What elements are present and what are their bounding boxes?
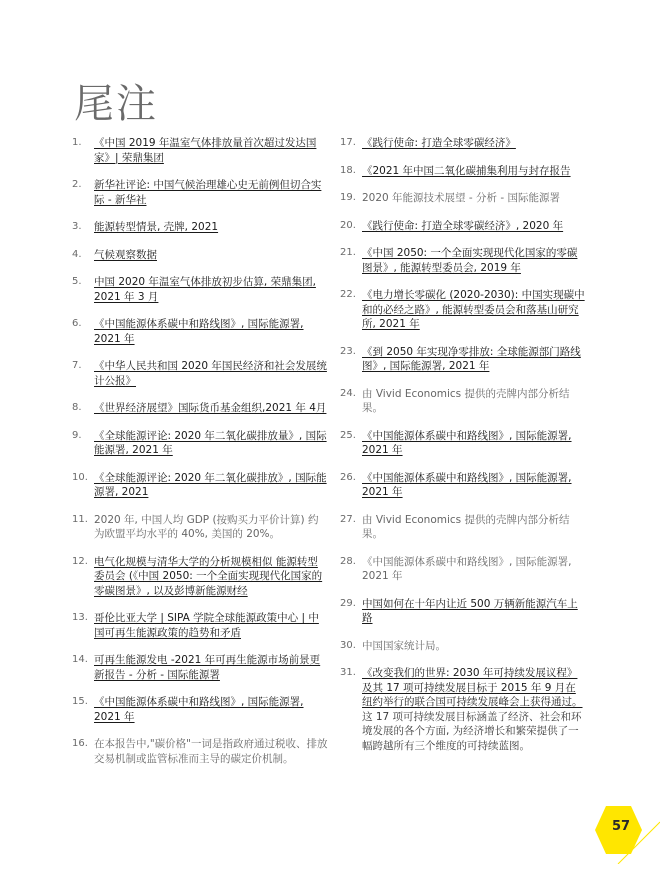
endnotes-left-column: [72, 136, 328, 779]
endnote-link[interactable]: 《中国能源体系碳中和路线图》, 国际能源署, 2021 年: [362, 471, 572, 498]
endnote-link[interactable]: 《世界经济展望》国际货币基金组织,2021 年 4月: [94, 402, 327, 414]
endnote-27: [340, 513, 585, 542]
endnote-link[interactable]: 中国 2020 年温室气体排放初步估算, 荣鼎集团, 2021 年 3 月: [94, 276, 316, 303]
endnote-number: 30.: [340, 639, 356, 651]
page-title: 尾注: [74, 81, 158, 127]
endnote-number: 26.: [340, 471, 356, 483]
endnote-10: [72, 471, 328, 500]
endnote-text: 在本报告中,"碳价格"一词是指政府通过税收、排放交易机制或监管标准而主导的碳定价机制。: [94, 738, 328, 765]
endnote-number: 4.: [72, 248, 82, 260]
endnote-16: [72, 737, 328, 766]
endnote-3: [72, 220, 328, 235]
endnote-30: [340, 639, 585, 654]
endnote-26: [340, 471, 585, 500]
endnote-6: [72, 317, 328, 346]
endnote-link[interactable]: 《中国能源体系碳中和路线图》, 国际能源署, 2021 年: [94, 696, 304, 723]
endnote-number: 8.: [72, 402, 82, 413]
endnote-number: 3.: [72, 221, 82, 232]
endnote-21: [340, 246, 585, 275]
endnote-link[interactable]: 新华社评论: 中国气候治理雄心史无前例但切合实际 - 新华社: [94, 179, 322, 206]
endnote-number: 13.: [72, 612, 88, 623]
endnote-number: 19.: [340, 192, 356, 203]
endnote-9: [72, 429, 328, 458]
endnote-25: [340, 429, 585, 458]
endnote-number: 22.: [340, 289, 356, 300]
endnote-4: [72, 248, 328, 263]
endnote-20: [340, 219, 585, 234]
endnote-number: 28.: [340, 555, 356, 567]
endnote-link[interactable]: 《全球能源评论: 2020 年二氧化碳排放》, 国际能源署, 2021: [94, 471, 327, 498]
endnote-5: [72, 275, 328, 304]
endnote-link[interactable]: 《中华人民共和国 2020 年国民经济和社会发展统计公报》: [94, 360, 327, 387]
endnote-text: 《中国能源体系碳中和路线图》, 国际能源署, 2021 年: [362, 555, 572, 582]
endnote-22: [340, 288, 585, 332]
endnote-link[interactable]: 能源转型情景, 壳牌, 2021: [94, 221, 219, 233]
endnote-number: 11.: [72, 513, 88, 525]
endnote-link[interactable]: 《践行使命: 打造全球零碳经济》: [362, 137, 516, 149]
endnote-17: [340, 136, 585, 151]
endnote-number: 31.: [340, 667, 356, 678]
endnote-text: 2020 年能源技术展望 - 分析 - 国际能源署: [362, 192, 560, 204]
endnote-text: 这 17 项可持续发展目标涵盖了经济、社会和环境发展的各个方面, 为经济增长和繁荣提供了一幅跨越所有三个维度的可持续蓝图。: [362, 710, 582, 752]
endnote-19: [340, 191, 585, 206]
endnote-link[interactable]: 《电力增长零碳化 (2020-2030): 中国实现碳中和的必经之路》, 能源转型委员会和落基山研究所, 2021 年: [362, 289, 585, 330]
endnote-number: 12.: [72, 555, 88, 567]
endnote-link[interactable]: 《2021 年中国二氧化碳捕集利用与封存报告: [362, 164, 571, 177]
endnote-number: 16.: [72, 738, 88, 749]
endnote-7: [72, 359, 328, 388]
endnote-number: 29.: [340, 597, 356, 609]
endnote-number: 1.: [72, 137, 82, 148]
endnote-text: 2020 年, 中国人均 GDP (按购买力平价计算) 约为欧盟平均水平的 40%, 美国的 20%。: [94, 513, 319, 540]
endnote-14: [72, 653, 328, 682]
endnote-link[interactable]: 气候观察数据: [94, 248, 157, 261]
endnote-number: 25.: [340, 429, 356, 441]
endnote-link[interactable]: 《中国能源体系碳中和路线图》, 国际能源署, 2021 年: [362, 429, 572, 456]
endnote-number: 24.: [340, 387, 356, 399]
endnote-number: 27.: [340, 513, 356, 525]
endnote-number: 6.: [72, 318, 82, 329]
endnote-number: 15.: [72, 696, 88, 707]
endnote-29: [340, 597, 585, 626]
endnote-link[interactable]: 《全球能源评论: 2020 年二氧化碳排放量》, 国际能源署, 2021 年: [94, 429, 327, 456]
endnote-number: 9.: [72, 429, 82, 441]
endnote-link[interactable]: 《中国 2019 年温室气体排放量首次超过发达国家》| 荣鼎集团: [94, 137, 317, 164]
endnote-2: [72, 178, 328, 207]
endnote-link[interactable]: 《改变我们的世界: 2030 年可持续发展议程》及其 17 项可持续发展目标于 2015 年 9 月在纽约举行的联合国可持续发展峰会上获得通过。: [362, 667, 583, 708]
endnote-number: 7.: [72, 360, 82, 371]
endnote-8: [72, 401, 328, 416]
endnote-number: 20.: [340, 219, 356, 231]
endnote-1: [72, 136, 328, 165]
endnote-number: 23.: [340, 345, 356, 357]
endnote-11: [72, 513, 328, 542]
endnote-number: 18.: [340, 164, 356, 176]
endnote-number: 2.: [72, 179, 82, 190]
page-number: 57: [611, 819, 631, 834]
endnote-text: 中国国家统计局。: [362, 639, 446, 652]
endnote-link[interactable]: 《中国 2050: 一个全面实现现代化国家的零碳图景》, 能源转型委员会, 2019 年: [362, 247, 578, 274]
endnote-24: [340, 387, 585, 416]
endnote-link[interactable]: 《中国能源体系碳中和路线图》, 国际能源署, 2021 年: [94, 318, 304, 345]
endnote-link[interactable]: 《到 2050 年实现净零排放: 全球能源部门路线图》, 国际能源署, 2021 年: [362, 345, 581, 372]
endnote-number: 5.: [72, 276, 82, 287]
endnote-number: 17.: [340, 137, 356, 148]
endnote-link[interactable]: 中国如何在十年内让近 500 万辆新能源汽车上路: [362, 597, 578, 624]
endnote-28: [340, 555, 585, 584]
endnotes-right-column: [340, 136, 585, 766]
endnote-12: [72, 555, 328, 599]
endnote-31: [340, 666, 585, 753]
endnote-18: [340, 164, 585, 179]
endnote-link[interactable]: 电气化规模与清华大学的分析规模相似 能源转型委员会 (《中国 2050: 一个全面实现现代化国家的零碳图景》, 以及彭博新能源财经: [94, 555, 323, 597]
endnote-13: [72, 611, 328, 640]
endnote-text: 由 Vivid Economics 提供的壳牌内部分析结果。: [362, 513, 570, 540]
endnote-body: [362, 666, 585, 753]
endnote-text: 由 Vivid Economics 提供的壳牌内部分析结果。: [362, 387, 570, 414]
endnote-number: 14.: [72, 654, 88, 665]
endnote-link[interactable]: 可再生能源发电 -2021 年可再生能源市场前景更新报告 - 分析 - 国际能源署: [94, 654, 321, 681]
endnote-23: [340, 345, 585, 374]
endnote-number: 10.: [72, 471, 88, 483]
endnote-15: [72, 695, 328, 724]
endnote-link[interactable]: 《践行使命: 打造全球零碳经济》, 2020 年: [362, 219, 564, 232]
endnote-number: 21.: [340, 247, 356, 258]
endnote-link[interactable]: 哥伦比亚大学 | SIPA 学院全球能源政策中心 | 中国可再生能源政策的趋势和矛盾: [94, 612, 319, 639]
